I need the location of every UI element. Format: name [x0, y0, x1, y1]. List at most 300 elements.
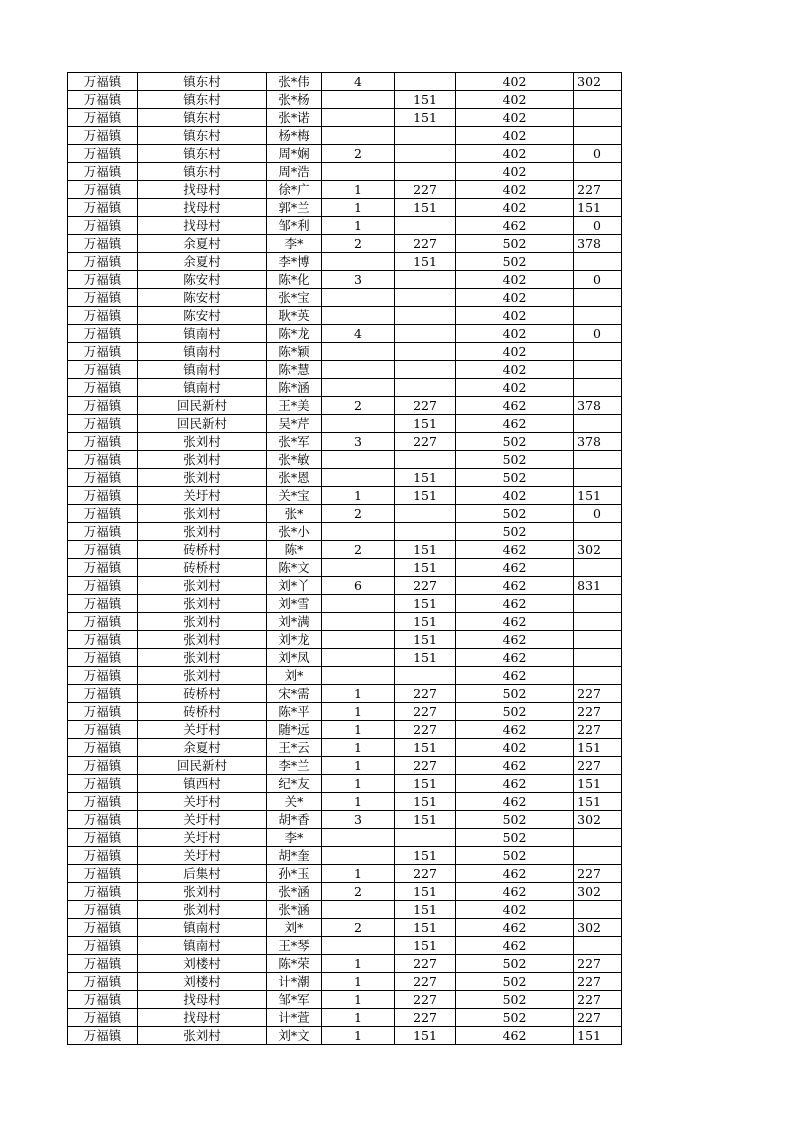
count-cell — [322, 937, 395, 955]
count-cell — [322, 595, 395, 613]
total-cell: 0 — [574, 505, 622, 523]
village-cell: 关圩村 — [138, 721, 267, 739]
table-row — [68, 577, 622, 595]
total-cell: 302 — [574, 811, 622, 829]
standard-cell: 462 — [456, 721, 574, 739]
town-cell: 万福镇 — [68, 811, 138, 829]
town-cell: 万福镇 — [68, 145, 138, 163]
name-cell: 张*诺 — [267, 109, 322, 127]
total-cell: 831 — [574, 577, 622, 595]
village-cell: 镇南村 — [138, 937, 267, 955]
standard-cell: 462 — [456, 595, 574, 613]
count-cell: 1 — [322, 703, 395, 721]
standard-cell: 402 — [456, 163, 574, 181]
count-cell — [322, 109, 395, 127]
table-row — [68, 73, 622, 91]
count-cell: 1 — [322, 865, 395, 883]
total-cell — [574, 613, 622, 631]
name-cell: 刘* — [267, 919, 322, 937]
name-cell: 张*宝 — [267, 289, 322, 307]
town-cell: 万福镇 — [68, 91, 138, 109]
table-row — [68, 955, 622, 973]
village-cell: 关圩村 — [138, 811, 267, 829]
name-cell: 陈*龙 — [267, 325, 322, 343]
village-cell: 镇南村 — [138, 325, 267, 343]
village-cell: 镇东村 — [138, 73, 267, 91]
village-cell: 砖桥村 — [138, 703, 267, 721]
amount-cell: 151 — [395, 739, 456, 757]
count-cell: 2 — [322, 541, 395, 559]
standard-cell: 502 — [456, 523, 574, 541]
amount-cell: 151 — [395, 919, 456, 937]
table-row — [68, 91, 622, 109]
table-row — [68, 649, 622, 667]
total-cell: 227 — [574, 685, 622, 703]
standard-cell: 402 — [456, 91, 574, 109]
village-cell: 砖桥村 — [138, 541, 267, 559]
amount-cell: 151 — [395, 775, 456, 793]
count-cell: 2 — [322, 235, 395, 253]
total-cell: 378 — [574, 433, 622, 451]
town-cell: 万福镇 — [68, 397, 138, 415]
town-cell: 万福镇 — [68, 505, 138, 523]
village-cell: 关圩村 — [138, 847, 267, 865]
name-cell: 陈*荣 — [267, 955, 322, 973]
village-cell: 镇东村 — [138, 127, 267, 145]
amount-cell — [395, 73, 456, 91]
standard-cell: 462 — [456, 865, 574, 883]
standard-cell: 402 — [456, 487, 574, 505]
village-cell: 张刘村 — [138, 451, 267, 469]
standard-cell: 462 — [456, 415, 574, 433]
table-row — [68, 343, 622, 361]
total-cell: 151 — [574, 487, 622, 505]
table-row — [68, 289, 622, 307]
village-cell: 镇东村 — [138, 109, 267, 127]
town-cell: 万福镇 — [68, 199, 138, 217]
village-cell: 张刘村 — [138, 631, 267, 649]
count-cell — [322, 829, 395, 847]
village-cell: 陈安村 — [138, 289, 267, 307]
count-cell — [322, 613, 395, 631]
standard-cell: 462 — [456, 1027, 574, 1045]
village-cell: 张刘村 — [138, 613, 267, 631]
village-cell: 砖桥村 — [138, 685, 267, 703]
standard-cell: 402 — [456, 343, 574, 361]
total-cell: 378 — [574, 397, 622, 415]
table-row — [68, 307, 622, 325]
table-row — [68, 883, 622, 901]
count-cell — [322, 469, 395, 487]
total-cell: 227 — [574, 955, 622, 973]
amount-cell: 151 — [395, 793, 456, 811]
village-cell: 张刘村 — [138, 901, 267, 919]
standard-cell: 402 — [456, 289, 574, 307]
table-row — [68, 325, 622, 343]
table-row — [68, 235, 622, 253]
standard-cell: 402 — [456, 181, 574, 199]
village-cell: 张刘村 — [138, 523, 267, 541]
town-cell: 万福镇 — [68, 487, 138, 505]
count-cell: 3 — [322, 811, 395, 829]
name-cell: 刘*凤 — [267, 649, 322, 667]
table-row — [68, 487, 622, 505]
table-row — [68, 397, 622, 415]
table-row — [68, 199, 622, 217]
amount-cell — [395, 127, 456, 145]
village-cell: 镇西村 — [138, 775, 267, 793]
amount-cell: 227 — [395, 397, 456, 415]
town-cell: 万福镇 — [68, 433, 138, 451]
village-cell: 刘楼村 — [138, 973, 267, 991]
table-row — [68, 757, 622, 775]
town-cell: 万福镇 — [68, 271, 138, 289]
name-cell: 李*博 — [267, 253, 322, 271]
count-cell — [322, 307, 395, 325]
standard-cell: 502 — [456, 505, 574, 523]
table-row — [68, 793, 622, 811]
village-cell: 找母村 — [138, 217, 267, 235]
standard-cell: 402 — [456, 109, 574, 127]
amount-cell: 227 — [395, 865, 456, 883]
table-row — [68, 937, 622, 955]
table-row — [68, 973, 622, 991]
total-cell: 227 — [574, 865, 622, 883]
amount-cell: 227 — [395, 685, 456, 703]
amount-cell — [395, 217, 456, 235]
amount-cell — [395, 667, 456, 685]
amount-cell: 227 — [395, 991, 456, 1009]
name-cell: 陈*文 — [267, 559, 322, 577]
name-cell: 计*潮 — [267, 973, 322, 991]
town-cell: 万福镇 — [68, 1027, 138, 1045]
name-cell: 陈*慧 — [267, 361, 322, 379]
town-cell: 万福镇 — [68, 829, 138, 847]
amount-cell: 227 — [395, 703, 456, 721]
amount-cell: 227 — [395, 1009, 456, 1027]
count-cell: 1 — [322, 217, 395, 235]
name-cell: 陈*颖 — [267, 343, 322, 361]
town-cell: 万福镇 — [68, 703, 138, 721]
total-cell: 151 — [574, 793, 622, 811]
town-cell: 万福镇 — [68, 991, 138, 1009]
table-row — [68, 919, 622, 937]
town-cell: 万福镇 — [68, 523, 138, 541]
table-row — [68, 559, 622, 577]
town-cell: 万福镇 — [68, 253, 138, 271]
total-cell — [574, 937, 622, 955]
amount-cell — [395, 523, 456, 541]
village-cell: 镇东村 — [138, 163, 267, 181]
count-cell — [322, 649, 395, 667]
village-cell: 镇南村 — [138, 379, 267, 397]
table-row — [68, 451, 622, 469]
standard-cell: 502 — [456, 973, 574, 991]
standard-cell: 502 — [456, 811, 574, 829]
table-row — [68, 811, 622, 829]
amount-cell: 227 — [395, 181, 456, 199]
name-cell: 刘*文 — [267, 1027, 322, 1045]
town-cell: 万福镇 — [68, 325, 138, 343]
table-row — [68, 127, 622, 145]
count-cell: 3 — [322, 271, 395, 289]
village-cell: 回民新村 — [138, 415, 267, 433]
total-cell: 302 — [574, 73, 622, 91]
amount-cell: 227 — [395, 955, 456, 973]
total-cell: 0 — [574, 145, 622, 163]
village-cell: 陈安村 — [138, 307, 267, 325]
name-cell: 刘*雪 — [267, 595, 322, 613]
total-cell — [574, 595, 622, 613]
name-cell: 陈*涵 — [267, 379, 322, 397]
table-row — [68, 253, 622, 271]
table-row — [68, 847, 622, 865]
count-cell — [322, 253, 395, 271]
village-cell: 找母村 — [138, 199, 267, 217]
name-cell: 张*敏 — [267, 451, 322, 469]
amount-cell: 151 — [395, 631, 456, 649]
amount-cell: 151 — [395, 91, 456, 109]
village-cell: 张刘村 — [138, 649, 267, 667]
name-cell: 胡*奎 — [267, 847, 322, 865]
standard-cell: 462 — [456, 757, 574, 775]
name-cell: 宋*需 — [267, 685, 322, 703]
name-cell: 李* — [267, 235, 322, 253]
village-cell: 张刘村 — [138, 469, 267, 487]
total-cell: 151 — [574, 739, 622, 757]
amount-cell: 151 — [395, 613, 456, 631]
amount-cell: 151 — [395, 109, 456, 127]
standard-cell: 462 — [456, 775, 574, 793]
total-cell: 151 — [574, 775, 622, 793]
table-row — [68, 685, 622, 703]
total-cell: 227 — [574, 1009, 622, 1027]
count-cell — [322, 163, 395, 181]
town-cell: 万福镇 — [68, 649, 138, 667]
amount-cell — [395, 163, 456, 181]
town-cell: 万福镇 — [68, 379, 138, 397]
amount-cell: 151 — [395, 811, 456, 829]
name-cell: 周*娴 — [267, 145, 322, 163]
name-cell: 刘* — [267, 667, 322, 685]
count-cell: 1 — [322, 955, 395, 973]
name-cell: 王*云 — [267, 739, 322, 757]
name-cell: 胡*香 — [267, 811, 322, 829]
town-cell: 万福镇 — [68, 73, 138, 91]
total-cell — [574, 379, 622, 397]
standard-cell: 462 — [456, 217, 574, 235]
table-row — [68, 667, 622, 685]
total-cell: 302 — [574, 919, 622, 937]
name-cell: 陈*化 — [267, 271, 322, 289]
town-cell: 万福镇 — [68, 235, 138, 253]
name-cell: 王*美 — [267, 397, 322, 415]
table-row — [68, 595, 622, 613]
name-cell: 刘*满 — [267, 613, 322, 631]
standard-cell: 502 — [456, 469, 574, 487]
total-cell: 378 — [574, 235, 622, 253]
table-row — [68, 523, 622, 541]
table-row — [68, 901, 622, 919]
village-cell: 镇东村 — [138, 145, 267, 163]
amount-cell: 151 — [395, 595, 456, 613]
standard-cell: 402 — [456, 325, 574, 343]
town-cell: 万福镇 — [68, 469, 138, 487]
amount-cell: 151 — [395, 883, 456, 901]
count-cell — [322, 415, 395, 433]
standard-cell: 402 — [456, 361, 574, 379]
name-cell: 关*宝 — [267, 487, 322, 505]
table-row — [68, 109, 622, 127]
count-cell — [322, 559, 395, 577]
count-cell — [322, 847, 395, 865]
count-cell: 2 — [322, 883, 395, 901]
count-cell: 1 — [322, 487, 395, 505]
table-row — [68, 865, 622, 883]
total-cell — [574, 559, 622, 577]
name-cell: 张*涵 — [267, 901, 322, 919]
name-cell: 邹*军 — [267, 991, 322, 1009]
total-cell — [574, 343, 622, 361]
table-row — [68, 163, 622, 181]
standard-cell: 502 — [456, 685, 574, 703]
name-cell: 关* — [267, 793, 322, 811]
count-cell: 2 — [322, 145, 395, 163]
total-cell — [574, 127, 622, 145]
town-cell: 万福镇 — [68, 127, 138, 145]
total-cell — [574, 253, 622, 271]
total-cell: 0 — [574, 217, 622, 235]
standard-cell: 502 — [456, 1009, 574, 1027]
count-cell — [322, 343, 395, 361]
town-cell: 万福镇 — [68, 883, 138, 901]
village-cell: 张刘村 — [138, 1027, 267, 1045]
amount-cell: 227 — [395, 757, 456, 775]
standard-cell: 462 — [456, 613, 574, 631]
town-cell: 万福镇 — [68, 163, 138, 181]
table-row — [68, 739, 622, 757]
total-cell: 227 — [574, 721, 622, 739]
table-row — [68, 433, 622, 451]
count-cell: 1 — [322, 793, 395, 811]
count-cell: 1 — [322, 1027, 395, 1045]
count-cell: 1 — [322, 181, 395, 199]
standard-cell: 402 — [456, 199, 574, 217]
amount-cell: 227 — [395, 721, 456, 739]
name-cell: 张* — [267, 505, 322, 523]
village-cell: 关圩村 — [138, 487, 267, 505]
table-row — [68, 361, 622, 379]
name-cell: 张*恩 — [267, 469, 322, 487]
count-cell: 3 — [322, 433, 395, 451]
name-cell: 张*小 — [267, 523, 322, 541]
name-cell: 王*琴 — [267, 937, 322, 955]
total-cell — [574, 901, 622, 919]
total-cell — [574, 415, 622, 433]
total-cell — [574, 649, 622, 667]
name-cell: 随*远 — [267, 721, 322, 739]
town-cell: 万福镇 — [68, 181, 138, 199]
count-cell: 4 — [322, 325, 395, 343]
table-row — [68, 613, 622, 631]
town-cell: 万福镇 — [68, 559, 138, 577]
amount-cell — [395, 451, 456, 469]
amount-cell: 227 — [395, 433, 456, 451]
total-cell — [574, 469, 622, 487]
village-cell: 砖桥村 — [138, 559, 267, 577]
town-cell: 万福镇 — [68, 955, 138, 973]
table-row — [68, 217, 622, 235]
table-row — [68, 1009, 622, 1027]
amount-cell — [395, 289, 456, 307]
total-cell — [574, 163, 622, 181]
count-cell: 2 — [322, 505, 395, 523]
count-cell: 1 — [322, 685, 395, 703]
count-cell — [322, 361, 395, 379]
count-cell — [322, 379, 395, 397]
name-cell: 计*萱 — [267, 1009, 322, 1027]
village-cell: 镇南村 — [138, 361, 267, 379]
standard-cell: 502 — [456, 955, 574, 973]
amount-cell — [395, 343, 456, 361]
amount-cell: 151 — [395, 559, 456, 577]
town-cell: 万福镇 — [68, 667, 138, 685]
name-cell: 陈* — [267, 541, 322, 559]
town-cell: 万福镇 — [68, 415, 138, 433]
village-cell: 镇东村 — [138, 91, 267, 109]
total-cell: 151 — [574, 1027, 622, 1045]
total-cell — [574, 523, 622, 541]
name-cell: 徐*广 — [267, 181, 322, 199]
village-cell: 关圩村 — [138, 829, 267, 847]
table-row — [68, 703, 622, 721]
standard-cell: 502 — [456, 847, 574, 865]
standard-cell: 502 — [456, 829, 574, 847]
count-cell: 2 — [322, 919, 395, 937]
standard-cell: 402 — [456, 127, 574, 145]
count-cell: 1 — [322, 991, 395, 1009]
total-cell: 227 — [574, 181, 622, 199]
name-cell: 郭*兰 — [267, 199, 322, 217]
total-cell: 227 — [574, 757, 622, 775]
count-cell: 1 — [322, 721, 395, 739]
town-cell: 万福镇 — [68, 919, 138, 937]
village-cell: 张刘村 — [138, 433, 267, 451]
amount-cell — [395, 307, 456, 325]
name-cell: 周*浩 — [267, 163, 322, 181]
count-cell — [322, 289, 395, 307]
standard-cell: 462 — [456, 541, 574, 559]
town-cell: 万福镇 — [68, 757, 138, 775]
table-row — [68, 775, 622, 793]
count-cell: 2 — [322, 397, 395, 415]
count-cell: 1 — [322, 757, 395, 775]
town-cell: 万福镇 — [68, 739, 138, 757]
town-cell: 万福镇 — [68, 865, 138, 883]
table-row — [68, 829, 622, 847]
count-cell: 1 — [322, 739, 395, 757]
amount-cell — [395, 505, 456, 523]
village-cell: 找母村 — [138, 991, 267, 1009]
name-cell: 邹*利 — [267, 217, 322, 235]
count-cell: 1 — [322, 973, 395, 991]
name-cell: 张*伟 — [267, 73, 322, 91]
total-cell: 302 — [574, 541, 622, 559]
town-cell: 万福镇 — [68, 1009, 138, 1027]
total-cell — [574, 91, 622, 109]
table-row — [68, 541, 622, 559]
town-cell: 万福镇 — [68, 217, 138, 235]
